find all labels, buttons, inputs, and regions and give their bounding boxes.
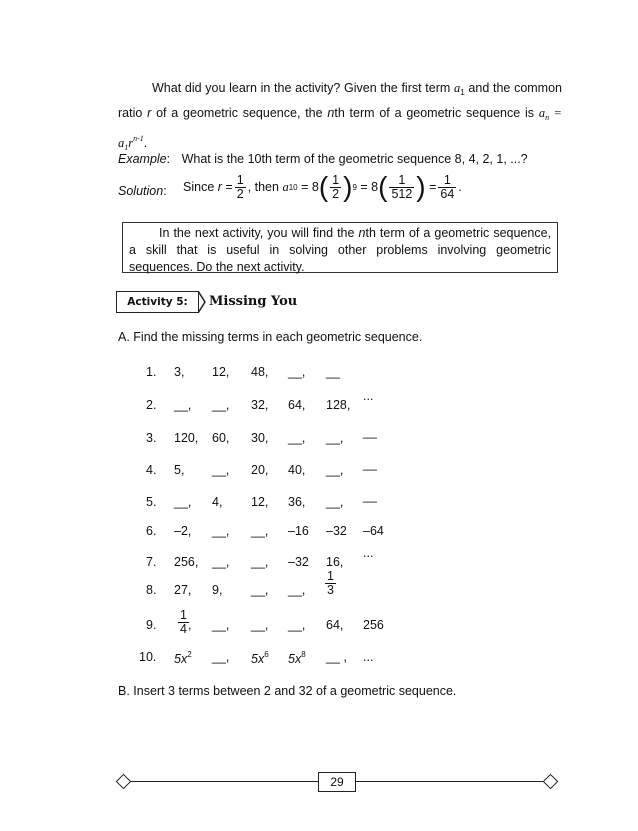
sequence-term: 9,: [212, 583, 223, 597]
sequence-row: [0, 489, 638, 515]
sequence-row: [0, 524, 638, 544]
sequence-term: $5x^2$: [174, 650, 192, 666]
sequence-term: __ ,: [326, 650, 347, 664]
sequence-row: [0, 425, 638, 451]
footer-left-diamond-icon: [116, 774, 132, 790]
sequence-term-extra: __: [363, 489, 377, 503]
sequence-term: __,: [251, 583, 269, 597]
sequence-term: 120,: [174, 431, 199, 445]
sequence-term: __,: [212, 463, 230, 477]
example-line: Example: What is the 10th term of the geometric sequence 8, 4, 2, 1, ...?: [118, 152, 528, 166]
sequence-term: –16: [288, 524, 309, 538]
sequence-term: __,: [251, 524, 269, 538]
sequence-term-extra: 256: [363, 618, 384, 632]
intro-text-3: of a geometric sequence, the: [156, 106, 323, 120]
sequence-term: 64,: [326, 618, 344, 632]
sequence-term: 20,: [251, 463, 269, 477]
comma: ,: [188, 618, 192, 632]
fraction-term: $\frac{1}{3}$: [327, 569, 334, 597]
n-var: n: [327, 106, 335, 120]
sequence-term: 36,: [288, 495, 306, 509]
since-text: Since: [183, 180, 215, 194]
sequence-term: 40,: [288, 463, 306, 477]
activity-arrow-icon: [197, 291, 207, 313]
sequence-term: __,: [251, 618, 269, 632]
sequence-row: [0, 569, 638, 603]
fraction-term: $\frac{1}{4}$: [180, 608, 187, 636]
sequence-term: __,: [288, 365, 306, 379]
sequence-term: __,: [174, 398, 192, 412]
intro-text-2: and the common ratio: [118, 81, 562, 120]
a1-sub: 1: [460, 88, 465, 97]
sequence-term-extra: ...: [363, 650, 374, 664]
sequence-term: 3,: [174, 365, 185, 379]
intro-text-4: th term of a geometric sequence is: [334, 106, 535, 120]
a1-var: a: [454, 81, 461, 95]
fraction-half-2: $\frac{1}{2}$: [332, 172, 340, 201]
sequence-term: –2,: [174, 524, 192, 538]
r-var: r: [147, 106, 152, 120]
sequence-term-extra: ...: [363, 546, 374, 560]
item-number: 4.: [146, 463, 157, 477]
power-9: 9: [352, 182, 357, 192]
next-activity-box: In the next activity, you will find the nth term of a geometric sequence, a skill that is useful in solving other problems involving geometric sequences. Do the next activity.: [122, 222, 558, 273]
sequence-term: –32: [326, 524, 347, 538]
solution-math: Since r = $\frac{1}{2}$ , then a 10 = 8 ( $\frac{1}{2}$ ) 9 = 8 ( $\frac{1}{512}$ ) = $\frac{1}{64}$ .: [183, 171, 462, 202]
sequence-term: 60,: [212, 431, 230, 445]
sequence-term: __,: [288, 583, 306, 597]
fraction-half: $\frac{1}{2}$: [236, 172, 244, 201]
sequence-term: __,: [326, 495, 344, 509]
sequence-term: __: [326, 365, 340, 379]
sequence-row: [0, 650, 638, 670]
footer-right-diamond-icon: [543, 774, 559, 790]
sequence-term: __,: [288, 431, 306, 445]
sequence-term: $5x^8$: [288, 650, 306, 666]
sequence-term: –32: [288, 555, 309, 569]
item-number: 9.: [146, 618, 157, 632]
example-question: What is the 10th term of the geometric sequence 8, 4, 2, 1, ...?: [181, 152, 528, 166]
sequence-term: 12,: [212, 365, 230, 379]
solution-label: Solution:: [118, 184, 167, 198]
fraction-1-64: $\frac{1}{64}$: [440, 172, 455, 201]
fraction-1-512: $\frac{1}{512}$: [391, 172, 413, 201]
sequence-row: [0, 457, 638, 483]
item-number: 5.: [146, 495, 157, 509]
sequence-term: 16,: [326, 555, 344, 569]
page-number: 29: [318, 772, 356, 792]
sequence-term: __,: [251, 555, 269, 569]
sequence-term: __,: [288, 618, 306, 632]
activity-badge: Activity 5:: [116, 291, 199, 313]
intro-text-1: What did you learn in the activity? Given the first term: [152, 81, 451, 95]
sequence-term: 48,: [251, 365, 269, 379]
sequence-term: __,: [326, 463, 344, 477]
sequence-term: 64,: [288, 398, 306, 412]
sequence-term: $5x^6$: [251, 650, 269, 666]
sequence-term: 128,: [326, 398, 351, 412]
sequence-term: __,: [212, 618, 230, 632]
sequence-row: [0, 365, 638, 385]
intro-paragraph: What did you learn in the activity? Given the first term $a_1$ and the common ratio r of a geometric sequence, the nth term of a geometric sequence is $a_n = a_1r^{n-1}$.: [118, 81, 562, 152]
sequence-term: 256,: [174, 555, 199, 569]
part-b-instruction: B. Insert 3 terms between 2 and 32 of a geometric sequence.: [118, 684, 457, 698]
activity-title: Missing You: [209, 294, 298, 309]
general-formula: $a_n = a_1r^{n-1}$: [118, 106, 562, 152]
example-label: Example: [118, 152, 167, 166]
item-number: 3.: [146, 431, 157, 445]
sequence-row: [0, 389, 638, 418]
part-a-instruction: A. Find the missing terms in each geometric sequence.: [118, 330, 423, 344]
sequence-row: [0, 608, 638, 638]
sequence-term: __,: [326, 431, 344, 445]
sequence-term: 32,: [251, 398, 269, 412]
item-number: 8.: [146, 583, 157, 597]
sequence-term: __,: [212, 555, 230, 569]
sequence-term: __,: [174, 495, 192, 509]
sequence-term: 30,: [251, 431, 269, 445]
item-number: 6.: [146, 524, 157, 538]
sequence-term: __,: [212, 650, 230, 664]
sequence-term: __,: [212, 524, 230, 538]
sequence-term: 27,: [174, 583, 192, 597]
sequence-term: __,: [212, 398, 230, 412]
sequence-term-extra: __: [363, 457, 377, 471]
item-number: 2.: [146, 398, 157, 412]
item-number: 1.: [146, 365, 157, 379]
sequence-term-extra: ...: [363, 389, 374, 403]
sequence-term: 12,: [251, 495, 269, 509]
sequence-term: 5,: [174, 463, 185, 477]
then-text: , then: [247, 180, 279, 194]
item-number: 7.: [146, 555, 157, 569]
sequence-term-extra: __: [363, 425, 377, 439]
sequence-row: [0, 546, 638, 575]
sequence-term: 4,: [212, 495, 223, 509]
item-number: 10.: [139, 650, 157, 664]
sequence-term-extra: –64: [363, 524, 384, 538]
